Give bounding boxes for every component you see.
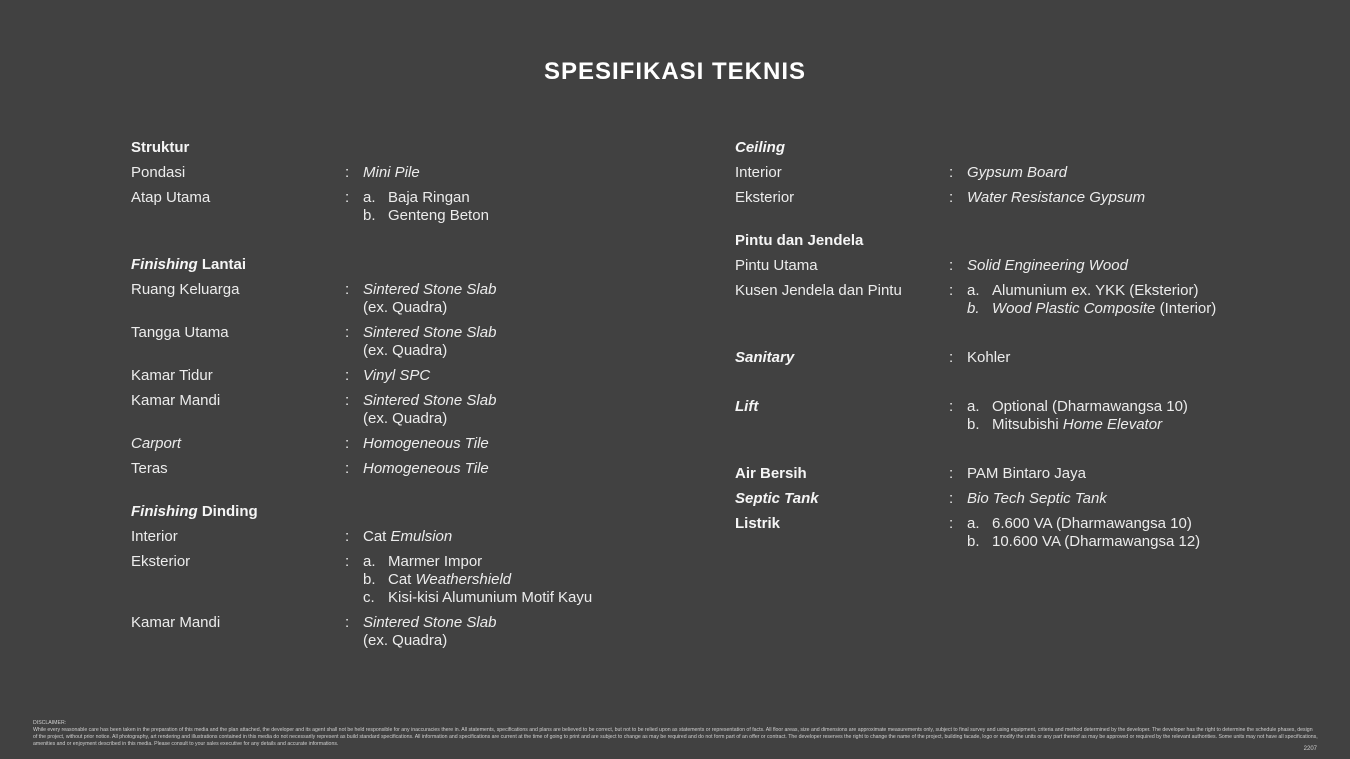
spec-value: Water Resistance Gypsum: [967, 189, 1146, 206]
list-marker: a.: [967, 515, 980, 532]
heading-italic-part: Finishing: [131, 503, 198, 520]
section-heading-ceiling: Ceiling: [735, 139, 786, 156]
list-item: [967, 300, 1295, 318]
list-item: [967, 416, 1295, 434]
spec-label: Sanitary: [735, 349, 795, 366]
spec-colon: :: [949, 490, 954, 507]
spec-label: Teras: [131, 460, 168, 477]
disclaimer-heading: DISCLAIMER:: [33, 720, 67, 726]
spec-label: Kamar Mandi: [131, 392, 221, 409]
spec-subvalue: (ex. Quadra): [363, 632, 448, 649]
spec-colon: :: [949, 515, 954, 532]
spec-row-air-bersih: [735, 465, 1295, 483]
list-marker: c.: [363, 589, 375, 606]
spec-row-ceiling-interior: [735, 164, 1295, 182]
spec-row-carport: [131, 435, 691, 453]
spec-colon: :: [949, 257, 954, 274]
spec-row-ceiling-eksterior: [735, 189, 1295, 207]
page-number: 2207: [1303, 746, 1317, 752]
list-text: Marmer Impor: [388, 553, 483, 570]
spec-row-eksterior: [131, 553, 691, 607]
list-text: Wood Plastic Composite: [992, 300, 1156, 317]
spec-label: Kamar Mandi: [131, 614, 221, 631]
spec-value-list: [967, 515, 1295, 551]
heading-italic-part: Finishing: [131, 256, 198, 273]
spec-row-atap-utama: [131, 189, 691, 225]
spec-label: Air Bersih: [735, 465, 807, 482]
spec-label: Eksterior: [131, 553, 191, 570]
spec-colon: :: [345, 189, 350, 206]
spec-label: Pintu Utama: [735, 257, 818, 274]
spec-row-kamar-tidur: [131, 367, 691, 385]
spec-value: Sintered Stone Slab: [363, 281, 497, 298]
list-text: Home Elevator: [1062, 416, 1163, 433]
spec-label: Interior: [735, 164, 782, 181]
spec-colon: :: [949, 164, 954, 181]
spec-label: Eksterior: [735, 189, 795, 206]
spec-label: Pondasi: [131, 164, 186, 181]
list-marker: b.: [967, 533, 980, 550]
spec-colon: :: [345, 281, 350, 298]
spec-value-list: [363, 553, 691, 607]
list-item: [967, 515, 1295, 533]
list-item: [967, 282, 1295, 300]
spec-row-sanitary: [735, 349, 1295, 367]
spec-value-list: [363, 189, 691, 225]
spec-value: Bio Tech Septic Tank: [967, 490, 1107, 507]
list-marker: b.: [363, 207, 376, 224]
list-item: [967, 533, 1295, 551]
spec-colon: :: [345, 528, 350, 545]
spec-row-septic-tank: [735, 490, 1295, 508]
list-item: [967, 398, 1295, 416]
spec-colon: :: [949, 398, 954, 415]
spec-value: Emulsion: [390, 528, 453, 545]
list-text: Genteng Beton: [388, 207, 489, 224]
list-item: [363, 589, 691, 607]
section-heading-finishing-lantai: [131, 256, 691, 274]
spec-value: Sintered Stone Slab: [363, 324, 497, 341]
spec-label: Lift: [735, 398, 759, 415]
spec-value: Solid Engineering Wood: [967, 257, 1128, 274]
page-title: SPESIFIKASI TEKNIS: [543, 58, 807, 85]
list-text: Baja Ringan: [388, 189, 470, 206]
left-spec-column: [131, 139, 691, 657]
spec-label: Carport: [131, 435, 182, 452]
spec-colon: :: [949, 349, 954, 366]
heading-rest-part: Dinding: [197, 503, 258, 520]
spec-value: PAM Bintaro Jaya: [967, 465, 1086, 482]
list-text-prefix: Cat: [388, 571, 416, 588]
spec-value: Sintered Stone Slab: [363, 614, 497, 631]
section-heading-pintu-jendela: Pintu dan Jendela: [735, 232, 864, 249]
list-text-prefix: Mitsubishi: [992, 416, 1063, 433]
spec-value: Vinyl SPC: [363, 367, 431, 384]
list-item: [363, 571, 691, 589]
spec-row-pintu-utama: [735, 257, 1295, 275]
spec-value: Kohler: [967, 349, 1011, 366]
spec-row-ruang-keluarga: [131, 281, 691, 317]
spec-label: Kamar Tidur: [131, 367, 213, 384]
list-item: [363, 553, 691, 571]
spec-row-kamar-mandi: [131, 392, 691, 428]
spec-subvalue: (ex. Quadra): [363, 342, 448, 359]
spec-value-list: [967, 282, 1295, 318]
section-heading-struktur: Struktur: [131, 139, 190, 156]
list-item: [363, 189, 691, 207]
spec-colon: :: [345, 392, 350, 409]
list-marker: a.: [967, 282, 980, 299]
spec-row-pondasi: [131, 164, 691, 182]
list-text: Alumunium ex. YKK (Eksterior): [992, 282, 1199, 299]
spec-value: Homogeneous Tile: [363, 460, 489, 477]
list-marker: a.: [363, 189, 376, 206]
spec-colon: :: [949, 282, 954, 299]
spec-label: Atap Utama: [131, 189, 211, 206]
disclaimer-text: While every reasonable care has been taken in the preparation of this media and the plan attached, the developer and its agent shall not be held responsible for any inaccuracies there in. All statements, specifications and plans are believed to be correct, but not to be relied upon as statements or representation of facts. All floor areas, size and dimensions are approximate measurements only, subject to final survey and using equipment, criteria and method determined by the developer. The developer has the right to determine the schedule phases, design of the project, without prior notice. All photography, art rendering and illustrations contained in this media do not necessarily represent as build standard specifications. All information and specifications are current at the time of going to print and are subject to change as may be required and do not form part of an offer or contract. The developer reserves the right to change the name of the project, building facade, logo or modify the units or any part thereof as may be approved or required by the relevant authorities. Some units may not have all specifications, amenities and or enjoyment described in this media. Please consult to your sales executive for any details and accurate informations.: [33, 727, 1318, 747]
list-text: 6.600 VA (Dharmawangsa 10): [992, 515, 1192, 532]
spec-row-tangga-utama: [131, 324, 691, 360]
spec-label: Septic Tank: [735, 490, 819, 507]
spec-row-kusen: [735, 282, 1295, 318]
spec-subvalue: (ex. Quadra): [363, 410, 448, 427]
spec-row-lift: [735, 398, 1295, 434]
list-marker: b.: [967, 300, 980, 317]
spec-row-kamar-mandi-dinding: [131, 614, 691, 650]
list-marker: b.: [363, 571, 376, 588]
section-heading-finishing-dinding: [131, 503, 691, 521]
list-text-suffix: (Interior): [1155, 300, 1217, 317]
spec-label: Ruang Keluarga: [131, 281, 240, 298]
spec-value-prefix: Cat: [363, 528, 391, 545]
spec-value: Homogeneous Tile: [363, 435, 489, 452]
spec-row-interior: [131, 528, 691, 546]
heading-rest-part: Lantai: [197, 256, 247, 273]
spec-colon: :: [345, 553, 350, 570]
spec-colon: :: [949, 465, 954, 482]
list-marker: b.: [967, 416, 980, 433]
spec-value-list: [967, 398, 1295, 434]
list-text: 10.600 VA (Dharmawangsa 12): [992, 533, 1201, 550]
spec-value: Gypsum Board: [967, 164, 1068, 181]
spec-label: Listrik: [735, 515, 781, 532]
list-text: Kisi-kisi Alumunium Motif Kayu: [388, 589, 593, 606]
list-marker: a.: [967, 398, 980, 415]
spec-row-teras: [131, 460, 691, 478]
disclaimer: [33, 720, 1318, 748]
spec-label: Kusen Jendela dan Pintu: [735, 282, 902, 299]
list-text: Optional (Dharmawangsa 10): [992, 398, 1188, 415]
spec-colon: :: [345, 367, 350, 384]
spec-colon: :: [345, 324, 350, 341]
spec-colon: :: [345, 435, 350, 452]
spec-colon: :: [949, 189, 954, 206]
list-text: Weathershield: [415, 571, 512, 588]
spec-value: Sintered Stone Slab: [363, 392, 497, 409]
list-item: [363, 207, 691, 225]
right-spec-column: [735, 139, 1295, 558]
spec-colon: :: [345, 164, 350, 181]
spec-value: Mini Pile: [363, 164, 420, 181]
list-marker: a.: [363, 553, 376, 570]
spec-subvalue: (ex. Quadra): [363, 299, 448, 316]
spec-row-listrik: [735, 515, 1295, 551]
spec-colon: :: [345, 614, 350, 631]
spec-colon: :: [345, 460, 350, 477]
spec-label: Tangga Utama: [131, 324, 229, 341]
spec-label: Interior: [131, 528, 178, 545]
